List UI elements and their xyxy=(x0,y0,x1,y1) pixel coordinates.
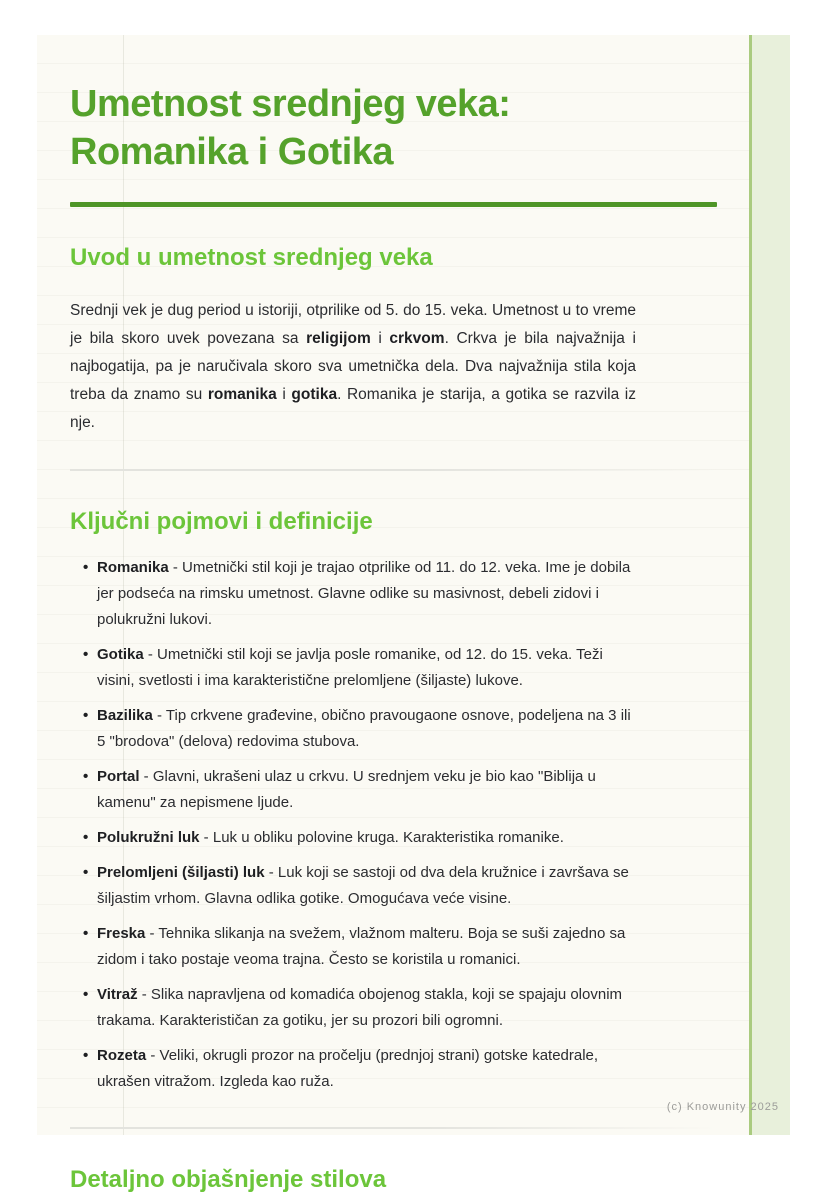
intro-bold-term: romanika xyxy=(207,386,277,403)
intro-text: Srednji vek je dug period u istoriji, otprilike od 5. do 15. veka. Umetnost u to vreme je bila skoro uvek povezana sa xyxy=(70,302,636,347)
key-term-item xyxy=(70,642,636,694)
title-divider xyxy=(70,202,717,207)
key-term-definition: - Umetnički stil koji je trajao otprilike od 11. do 12. veka. Ime je dobila jer podseća na rimsku umetnost. Glavne odlike su masivnost, debeli zidovi i polukružni lukovi. xyxy=(97,559,631,628)
key-term-definition: - Glavni, ukrašeni ulaz u crkvu. U srednjem veku je bio kao "Biblija u kamenu" za nepismene ljude. xyxy=(97,768,596,811)
key-term-definition: - Tip crkvene građevine, obično pravougaone osnove, podeljena na 3 ili 5 "brodova" (delova) redovima stubova. xyxy=(97,707,631,750)
section-heading-detailed: Detaljno objašnjenje stilova xyxy=(70,1166,387,1193)
page-title: Umetnost srednjeg veka: Romanika i Gotika xyxy=(70,83,511,173)
key-term-definition: - Tehnika slikanja na svežem, vlažnom malteru. Boja se suši zajedno sa zidom i tako postaje veoma trajna. Često se koristila u romanici. xyxy=(97,925,626,968)
key-term-name: Freska xyxy=(97,925,146,942)
intro-text: . Romanika je starija, a gotika se razvila iz nje. xyxy=(70,386,636,431)
intro-text: . Crkva je bila najvažnija i najbogatija, pa je naručivala skoro sva umetnička dela. Dva najvažnija stila koja treba da znamo su xyxy=(70,330,636,403)
key-terms-list xyxy=(70,555,636,1095)
key-term-name: Gotika xyxy=(97,646,144,663)
key-term-name: Polukružni luk xyxy=(97,829,200,846)
intro-paragraph xyxy=(70,297,636,437)
intro-text: i xyxy=(276,386,292,403)
section-heading-intro: Uvod u umetnost srednjeg veka xyxy=(70,244,433,271)
key-term-definition: - Luk koji se sastoji od dva dela kružnice i završava se šiljastim vrhom. Glavna odlika gotike. Omogućava veće visine. xyxy=(97,864,629,907)
key-term-item xyxy=(70,982,636,1034)
intro-text: i xyxy=(370,330,390,347)
key-term-item xyxy=(70,860,636,912)
key-term-name: Vitraž xyxy=(97,986,138,1003)
key-term-item xyxy=(70,825,636,851)
intro-bold-term: gotika xyxy=(291,386,338,403)
key-term-definition: - Luk u obliku polovine kruga. Karakteristika romanike. xyxy=(199,829,564,846)
key-term-definition: - Umetnički stil koji se javlja posle romanike, od 12. do 15. veka. Teži visini, svetlosti i ima karakteristične prelomljene (šiljaste) lukove. xyxy=(97,646,603,689)
section-divider xyxy=(70,469,717,471)
section-divider xyxy=(70,1127,717,1129)
key-term-name: Rozeta xyxy=(97,1047,147,1064)
key-term-name: Romanika xyxy=(97,559,169,576)
key-term-item xyxy=(70,764,636,816)
key-term-item xyxy=(70,555,636,633)
watermark: (c) Knowunity 2025 xyxy=(666,1101,779,1113)
page-content xyxy=(37,35,790,1195)
section-heading-key-terms: Ključni pojmovi i definicije xyxy=(70,508,373,535)
key-term-item xyxy=(70,703,636,755)
key-term-definition: - Veliki, okrugli prozor na pročelju (prednjoj strani) gotske katedrale, ukrašen vitražom. Izgleda kao ruža. xyxy=(97,1047,599,1090)
key-term-item xyxy=(70,1043,636,1095)
key-term-item xyxy=(70,921,636,973)
key-term-name: Prelomljeni (šiljasti) luk xyxy=(97,864,265,881)
key-term-name: Bazilika xyxy=(97,707,153,724)
intro-bold-term: crkvom xyxy=(389,330,445,347)
document-page xyxy=(37,35,790,1193)
intro-bold-term: religijom xyxy=(306,330,371,347)
key-term-name: Portal xyxy=(97,768,140,785)
key-term-definition: - Slika napravljena od komadića obojenog stakla, koji se spajaju olovnim trakama. Karakterističan za gotiku, jer su prozori bili ogromni. xyxy=(97,986,623,1029)
